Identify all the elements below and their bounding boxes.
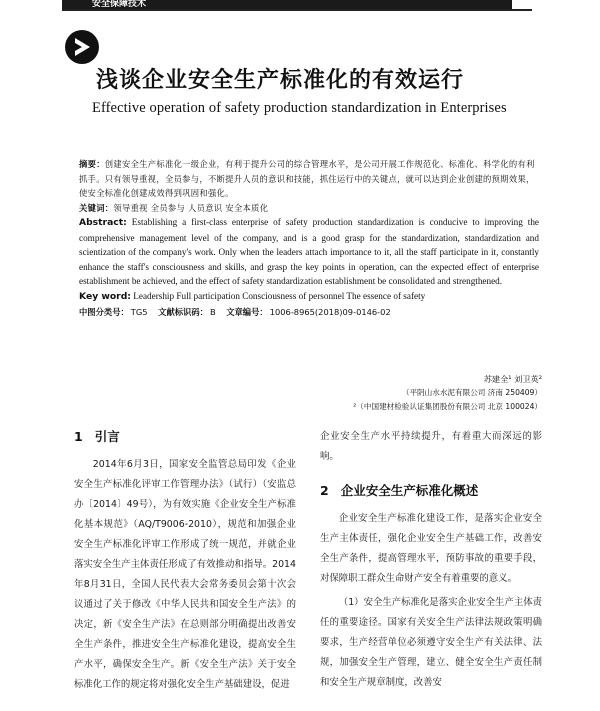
keywords-en <box>79 289 539 305</box>
doc-code-value: B <box>209 306 216 317</box>
section-2-heading <box>320 481 542 499</box>
header-rule <box>62 9 532 11</box>
abstract-en-label: Abstract: <box>79 217 127 228</box>
affiliation-2: ²（中国建材检验认证集团股份有限公司 北京 100024） <box>353 402 542 411</box>
section-2-paragraph-1: 企业安全生产标准化建设工作，是落实企业安全生产主体责任，强化企业安全生产基础工作，改善安全生产条件，提高管理水平，预防事故的重要手段，对保障职工群众生命财产安全有着重要的意义。 <box>320 513 542 584</box>
keywords-cn <box>79 201 539 216</box>
right-column <box>320 427 542 693</box>
section-2-number: 2 <box>320 483 329 498</box>
abstract-block <box>79 157 539 319</box>
article-number-label: 文章编号： <box>226 306 268 317</box>
doc-code-label: 文献标识码： <box>158 306 208 317</box>
classification-line <box>79 305 539 320</box>
section-1-number: 1 <box>74 429 83 444</box>
clc-label: 中图分类号： <box>79 306 129 317</box>
affiliation-1: （平阴山水水泥有限公司 济南 250409） <box>401 388 542 397</box>
author-names: 苏建全¹ 刘卫英² <box>483 374 542 384</box>
journal-header-bar <box>62 0 512 9</box>
article-title-en: Effective operation of safety production standardization in Enterprises <box>92 100 507 116</box>
article-number-value: 1006-8965(2018)09-0146-02 <box>269 306 391 317</box>
abstract-cn <box>79 157 539 201</box>
keywords-en-label: Key word: <box>79 290 131 302</box>
author-block <box>353 372 542 414</box>
keywords-cn-text: 领导重视 全员参与 人员意识 安全本质化 <box>113 202 269 213</box>
keywords-en-text: Leadership Full participation Consciousness of personnel The essence of safety <box>133 290 426 301</box>
clc-value: TG5 <box>130 306 148 317</box>
abstract-en <box>79 215 539 289</box>
section-2-title: 企业安全生产标准化概述 <box>340 483 479 498</box>
section-1-paragraph: 2014年6月3日，国家安全监管总局印发《企业安全生产标准化评审工作管理办法》（试行）（安监总办〔2014〕49号），为有效实施《企业安全生产标准化基本规范》（AQ/T9006-2010），规范和加强企业安全生产标准化评审工作形成了统一规范，并就企业落实安全生产主体责任形成了有效推动和指导。2014年8月31日，全国人民代表大会常务委员会第十次会议通过了关于修改《中华人民共和国安全生产法》的决定，新《安全生产法》在总则部分明确提出改善安全生产条件，推进安全生产标准化建设，提高安全生产水平，确保安全生产。新《安全生产法》关于安全标准化工作的规定将对强化安全生产基础建设，促进 <box>74 459 296 690</box>
section-1-continuation: 企业安全生产水平持续提升，有着重大而深远的影响。 <box>320 431 542 462</box>
section-1-heading <box>74 427 296 445</box>
abstract-cn-label: 摘要： <box>79 159 105 169</box>
journal-header-text: 安全保障技术 <box>92 0 147 9</box>
abstract-cn-text: 创建安全生产标准化一级企业，有利于提升公司的综合管理水平，是公司开展工作规范化、标准化、科学化的有利抓手。只有领导重视，全员参与，不断提升人员的意识和技能，抓住运行中的关键点，就可以达到企业创建的预期效果，使安全标准化创建成效得到巩固和强化。 <box>79 159 535 198</box>
section-1-title: 引言 <box>94 429 120 444</box>
section-2-paragraph-2: （1）安全生产标准化是落实企业安全生产主体责任的重要途径。国家有关安全生产法律法规政策明确要求，生产经营单位必须遵守安全生产有关法律、法规，加强安全生产管理，建立、健全安全生产责任制和安全生产规章制度，改善安 <box>320 597 542 688</box>
arrow-badge-icon <box>65 30 99 64</box>
keywords-cn-label: 关键词： <box>79 202 114 213</box>
article-title-cn: 浅谈企业安全生产标准化的有效运行 <box>96 68 465 93</box>
left-column <box>74 427 296 695</box>
abstract-en-text: Establishing a first-class enterprise of safety production standardization is conducive to improving the comprehensive management level of the company, and is a good grasp for the standardization, standardization and scientization of the company's work. Only when the leaders attach importance to it, all the staff participate in it, constantly enhance the staff's consciousness and skills, and grasp the key points in operation, can the expected effect of enterprise establishment be achieved, and the effect of safety standardization establishment be consolidated and strengthened. <box>79 217 540 287</box>
